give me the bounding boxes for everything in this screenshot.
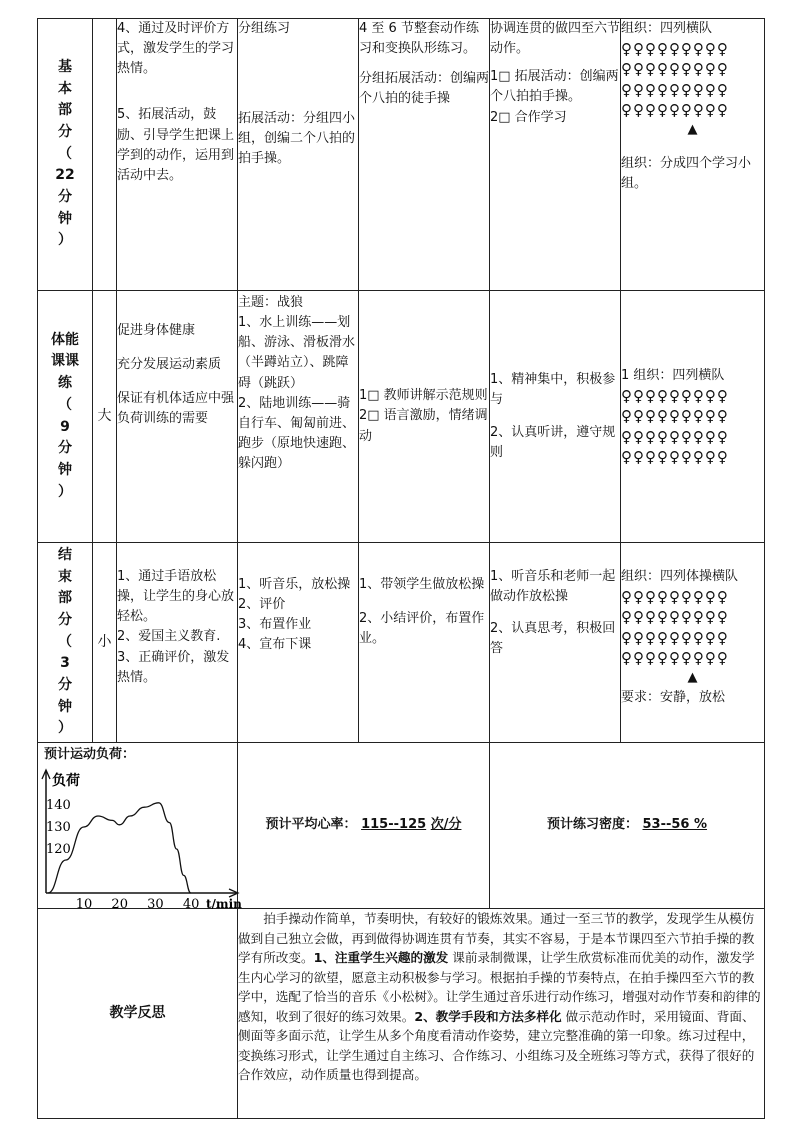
load-chart-title: 预计运动负荷： [44, 747, 136, 762]
heart-rate-unit: 次/分 [430, 817, 462, 833]
reflection-label: 教学反思 [38, 909, 238, 1119]
student-paragraph: 1□ 教师讲解示范规则 [359, 388, 488, 404]
section-row-fitness [38, 291, 765, 543]
content-paragraph: 保证有机体适应中强负荷训练的需要 [117, 391, 235, 427]
x-axis-label: t/min [206, 897, 242, 911]
female-student-icon-row: ♀♀♀♀♀♀♀♀♀ [621, 100, 729, 119]
density-cell [490, 743, 765, 909]
requirement-paragraph: 2、认真思考，积极回答 [490, 621, 616, 657]
content-cell [117, 291, 238, 543]
female-student-icon-row: ♀♀♀♀♀♀♀♀♀ [621, 648, 729, 667]
organization-label: 组织：四列体操横队 [621, 569, 739, 584]
student-paragraph: 4 至 6 节整套动作练习和变换队形练习。 [359, 21, 479, 57]
female-student-icon-row: ♀♀♀♀♀♀♀♀♀ [621, 407, 729, 426]
x-tick-label: 30 [147, 897, 164, 912]
y-tick-label: 120 [46, 842, 71, 857]
x-tick-label: 10 [75, 897, 93, 912]
organization-note: 要求：安静，放松 [621, 690, 726, 706]
formation-grid [621, 39, 764, 120]
content-paragraph: 3、正确评价，激发热情。 [117, 649, 230, 685]
lesson-plan-table [37, 18, 765, 1119]
female-student-icon-row: ♀♀♀♀♀♀♀♀♀ [621, 447, 729, 466]
content-paragraph: 5、拓展活动，鼓励、引导学生把课上学到的动作，运用到活动中去。 [117, 107, 235, 183]
reflection-text [238, 909, 765, 1119]
content-cell [117, 543, 238, 743]
reflection-sentence: 课前录制微课，让学生欣赏标准而优美的动作，激发学生内心学习的欲望，愿意主动积极参与学习。根据拍手操的节奏特点，在拍手操四至六节的教学中，选配了恰当的音乐《小松树》。让学生通过音乐进行动作练习，增强对动作节奏和韵律的感知，收到了很好的练习效果。 [238, 950, 761, 1024]
requirement-paragraph: 2□ 合作学习 [490, 109, 567, 125]
student-paragraph: 2、小结评价，布置作业。 [359, 611, 485, 647]
x-tick-label: 20 [111, 897, 128, 912]
organization-cell [621, 19, 765, 291]
y-tick-label: 130 [46, 820, 71, 835]
requirement-cell [490, 291, 621, 543]
section-title-fitness: 体能 课课 练 （ 9 分 钟 ） [38, 291, 93, 543]
teacher-paragraph: 主题：战狼 1、水上训练——划船、游泳、滑板滑水（半蹲站立）、跳障碍（跳跃） 2、陆地训练——骑自行车、匍匐前进、跑步（原地快速跑、躲闪跑） [238, 295, 356, 472]
content-paragraph: 4、通过及时评价方式，激发学生的学习热情。 [117, 21, 235, 77]
teacher-activity-cell [238, 543, 359, 743]
section-title-basic: 基 本 部 分 （ 22 分 钟 ） [38, 19, 93, 291]
teacher-paragraph: 2、评价 3、布置作业 4、宣布下课 [238, 597, 312, 653]
content-paragraph: 促进身体健康 [117, 323, 196, 338]
load-chart [38, 743, 242, 912]
intensity-cell: 大 [93, 291, 117, 543]
section-row-ending [38, 543, 765, 743]
female-student-icon-row: ♀♀♀♀♀♀♀♀♀ [621, 60, 729, 79]
y-axis-label: 负荷 [52, 773, 80, 789]
teacher-triangle-icon: ▲ [687, 122, 698, 138]
heart-rate-cell [238, 743, 490, 909]
requirement-paragraph: 1□ 拓展活动：创编两个八拍拍手操。 [490, 69, 619, 105]
requirement-paragraph: 2、认真听讲，遵守规则 [490, 424, 616, 460]
requirement-paragraph: 协调连贯的做四至六节动作。 [490, 21, 621, 57]
student-activity-cell [359, 543, 490, 743]
student-paragraph: 分组拓展活动：创编两个八拍的徒手操 [359, 71, 490, 107]
teacher-activity-cell [238, 291, 359, 543]
requirement-cell [490, 543, 621, 743]
content-cell [117, 19, 238, 291]
organization-label: 1 组织：四列横队 [621, 367, 725, 383]
teacher-paragraph: 1、听音乐，放松操 [238, 577, 351, 592]
x-tick-label: 40 [182, 897, 200, 912]
requirement-paragraph: 1、听音乐和老师一起做动作放松操 [490, 569, 616, 605]
female-student-icon-row: ♀♀♀♀♀♀♀♀♀ [621, 628, 729, 647]
content-paragraph: 充分发展运动素质 [117, 357, 222, 373]
section-title-ending: 结 束 部 分 （ 3 分 钟 ） [38, 543, 93, 743]
organization-label: 组织：四列横队 [621, 21, 713, 36]
female-student-icon-row: ♀♀♀♀♀♀♀♀♀ [621, 608, 729, 627]
section-row-basic [38, 19, 765, 291]
heart-rate-value: 115--125 [361, 817, 427, 833]
female-student-icon-row: ♀♀♀♀♀♀♀♀♀ [621, 588, 729, 607]
formation-grid [621, 587, 764, 668]
teacher-triangle-icon: ▲ [687, 670, 698, 686]
student-paragraph: 2□ 语言激励，情绪调动 [359, 408, 488, 444]
teacher-paragraph: 拓展活动：分组四小组，创编二个八拍的拍手操。 [238, 111, 356, 167]
reflection-sentence: 做示范动作时，采用镜面、背面、侧面等多面示范，让学生从多个角度看清动作姿势，建立完整准确的第一印象。练习过程中，变换练习形式，让学生通过自主练习、合作练习、小组练习及全班练习等方式，获得了很好的合作效应，动作质量也得到提高。 [238, 1008, 755, 1083]
female-student-icon-row: ♀♀♀♀♀♀♀♀♀ [621, 80, 729, 99]
content-paragraph: 1、通过手语放松操，让学生的身心放轻松。 [117, 569, 235, 625]
reflection-sentence: 拍手操动作简单，节奏明快，有较好的锻炼效果。通过一至三节的教学，发现学生从模仿做到自己独立会做，再到做得协调连贯有节奏，其实不容易，于是本节课四至六节拍手操的教学有所改变。 [238, 911, 755, 966]
intensity-cell [93, 19, 117, 291]
density-value: 53--56 % [642, 817, 708, 833]
organization-cell [621, 291, 765, 543]
reflection-heading: 2、教学手段和方法多样化 [414, 1008, 562, 1024]
reflection-row [38, 909, 765, 1119]
reflection-heading: 1、注重学生兴趣的激发 [313, 950, 449, 966]
y-tick-label: 140 [46, 798, 71, 813]
formation-grid [621, 386, 764, 467]
student-paragraph: 1、带领学生做放松操 [359, 577, 485, 592]
organization-note: 组织：分成四个学习小组。 [621, 156, 752, 192]
intensity-cell: 小 [93, 543, 117, 743]
load-row [38, 743, 765, 909]
density-label: 预计练习密度： [546, 817, 638, 833]
requirement-paragraph: 1、精神集中，积极参与 [490, 372, 616, 408]
female-student-icon-row: ♀♀♀♀♀♀♀♀♀ [621, 387, 729, 406]
teacher-activity-cell [238, 19, 359, 291]
female-student-icon-row: ♀♀♀♀♀♀♀♀♀ [621, 40, 729, 59]
content-paragraph: 2、爱国主义教育. [117, 629, 221, 645]
student-activity-cell [359, 19, 490, 291]
student-activity-cell [359, 291, 490, 543]
organization-cell [621, 543, 765, 743]
load-chart-cell [38, 743, 242, 912]
requirement-cell [490, 19, 621, 291]
heart-rate-label: 预计平均心率： [265, 817, 357, 833]
teacher-paragraph: 分组练习 [238, 21, 291, 36]
female-student-icon-row: ♀♀♀♀♀♀♀♀♀ [621, 427, 729, 446]
